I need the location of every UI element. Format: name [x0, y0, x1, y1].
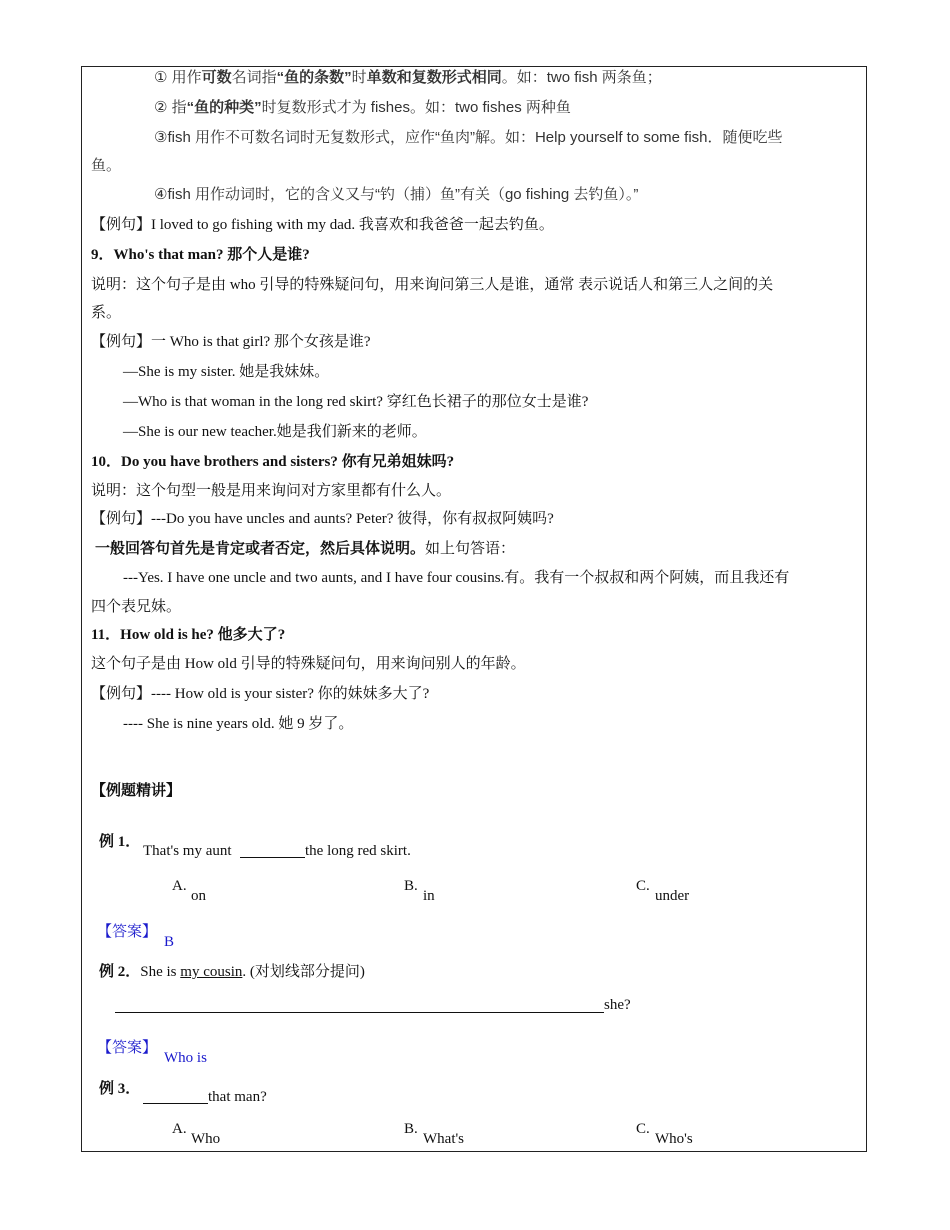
question-2-after: . (对划线部分提问) [242, 964, 365, 980]
question-2-tail: she? [604, 997, 631, 1013]
q3-option-c-text[interactable]: Who's [655, 1131, 693, 1147]
q3-option-b-letter[interactable]: B. [404, 1121, 418, 1137]
note-1-a: ① 用作 [154, 69, 202, 86]
example-label: 【例句】 [91, 334, 152, 350]
section-9-desc: 说明：这个句子是由 who 引导的特殊疑问句，用来询问第三人是谁，通常 表示说话人和第三人之间的关 [91, 277, 774, 293]
section-9-desc-cont: 系。 [91, 305, 122, 321]
note-example: 【例句】I loved to go fishing with my dad. 我喜欢和我爸爸一起去钓鱼。 [91, 217, 554, 233]
q1-answer: B [164, 934, 175, 950]
example-text: 一 Who is that girl? 那个女孩是谁? [151, 334, 371, 350]
question-2-before: She is [140, 964, 181, 980]
q3-option-b-text[interactable]: What's [423, 1131, 465, 1147]
answer-note-bold: 一般回答句首先是肯定或者否定，然后具体说明。 [95, 541, 426, 557]
example-label: 【例句】 [91, 511, 152, 527]
note-1-b: 可数 [201, 69, 232, 86]
note-2-c: 时复数形式才为 fishes。如：two fishes 两种鱼 [261, 99, 571, 116]
note-1-c: 名词指 [231, 69, 277, 86]
section-10-desc: 说明：这个句型一般是用来询问对方家里都有什么人。 [91, 483, 452, 499]
note-4: ④fish 用作动词时，它的含义又与“钓（捕）鱼”有关（go fishing 去钓鱼）。” [154, 186, 639, 203]
note-3: ③fish 用作不可数名词时无复数形式，应作“鱼肉”解。如：Help yourself to some fish．随便吃些 [154, 129, 783, 146]
section-11-desc: 这个句子是由 How old 引导的特殊疑问句，用来询问别人的年龄。 [91, 656, 526, 672]
note-3-cont: 鱼。 [91, 157, 122, 174]
q1-option-b-text[interactable]: in [423, 888, 435, 904]
section-10-answer-note [95, 539, 515, 559]
example-text: ---- How old is your sister? 你的妹妹多大了? [151, 686, 430, 702]
section-11-heading: 11．How old is he? 他多大了? [91, 627, 286, 643]
q1-option-a-letter[interactable]: A. [172, 878, 187, 894]
q3-option-a-text[interactable]: Who [191, 1131, 221, 1147]
question-2-underlined: my cousin [180, 964, 243, 980]
section-9-example-4: —She is our new teacher.她是我们新来的老师。 [123, 424, 427, 440]
q2-answer: Who is [164, 1050, 207, 1066]
question-3-blank[interactable] [143, 1103, 208, 1104]
note-2-b: “鱼的种类” [186, 99, 262, 116]
question-2-number: 例 2． [99, 964, 141, 980]
section-10-example-2-cont: 四个表兄妹。 [91, 599, 182, 615]
note-1-e: 时 [351, 69, 367, 86]
section-10-heading: 10．Do you have brothers and sisters? 你有兄弟姐妹吗? [91, 454, 455, 470]
question-1-after: the long red skirt. [305, 843, 411, 859]
note-2 [154, 98, 571, 118]
note-1 [154, 68, 662, 88]
note-1-d: “鱼的条数” [276, 69, 352, 86]
answer-note-tail: 如上句答语： [425, 541, 516, 557]
section-9-heading: 9．Who's that man? 那个人是谁? [91, 247, 310, 263]
document-page [81, 66, 867, 1152]
q1-option-c-text[interactable]: under [655, 888, 690, 904]
question-1-number: 例 1． [99, 834, 141, 850]
q1-option-b-letter[interactable]: B. [404, 878, 418, 894]
section-11-example-1 [91, 684, 429, 704]
q1-answer-label: 【答案】 [97, 924, 158, 940]
question-2-answer-line[interactable] [115, 1012, 604, 1013]
question-1-before: That's my aunt [143, 843, 232, 859]
section-9-example-3: —Who is that woman in the long red skirt? 穿红色长裙子的那位女士是谁? [123, 394, 589, 410]
note-2-a: ② 指 [154, 99, 187, 116]
question-2 [99, 962, 365, 982]
example-label: 【例句】 [91, 686, 152, 702]
note-1-f: 单数和复数形式相同 [366, 69, 502, 86]
q1-option-a-text[interactable]: on [191, 888, 206, 904]
note-1-g: 。如：two fish 两条鱼； [501, 69, 662, 86]
q1-option-c-letter[interactable]: C. [636, 878, 650, 894]
q3-option-c-letter[interactable]: C. [636, 1121, 650, 1137]
question-3-number: 例 3． [99, 1081, 141, 1097]
question-1-blank[interactable] [240, 857, 305, 858]
q2-answer-label: 【答案】 [97, 1040, 158, 1056]
examples-heading: 【例题精讲】 [91, 783, 182, 799]
example-text: ---Do you have uncles and aunts? Peter? 彼得，你有叔叔阿姨吗? [151, 511, 554, 527]
question-3-after: that man? [208, 1089, 267, 1105]
section-11-example-2: ---- She is nine years old. 她 9 岁了。 [123, 716, 354, 732]
section-9-example-2: —She is my sister. 她是我妹妹。 [123, 364, 330, 380]
q3-option-a-letter[interactable]: A. [172, 1121, 187, 1137]
section-9-example-1 [91, 332, 371, 352]
section-10-example-1 [91, 509, 554, 529]
section-10-example-2: ---Yes. I have one uncle and two aunts, and I have four cousins.有。我有一个叔叔和两个阿姨，而且我还有 [123, 570, 790, 586]
